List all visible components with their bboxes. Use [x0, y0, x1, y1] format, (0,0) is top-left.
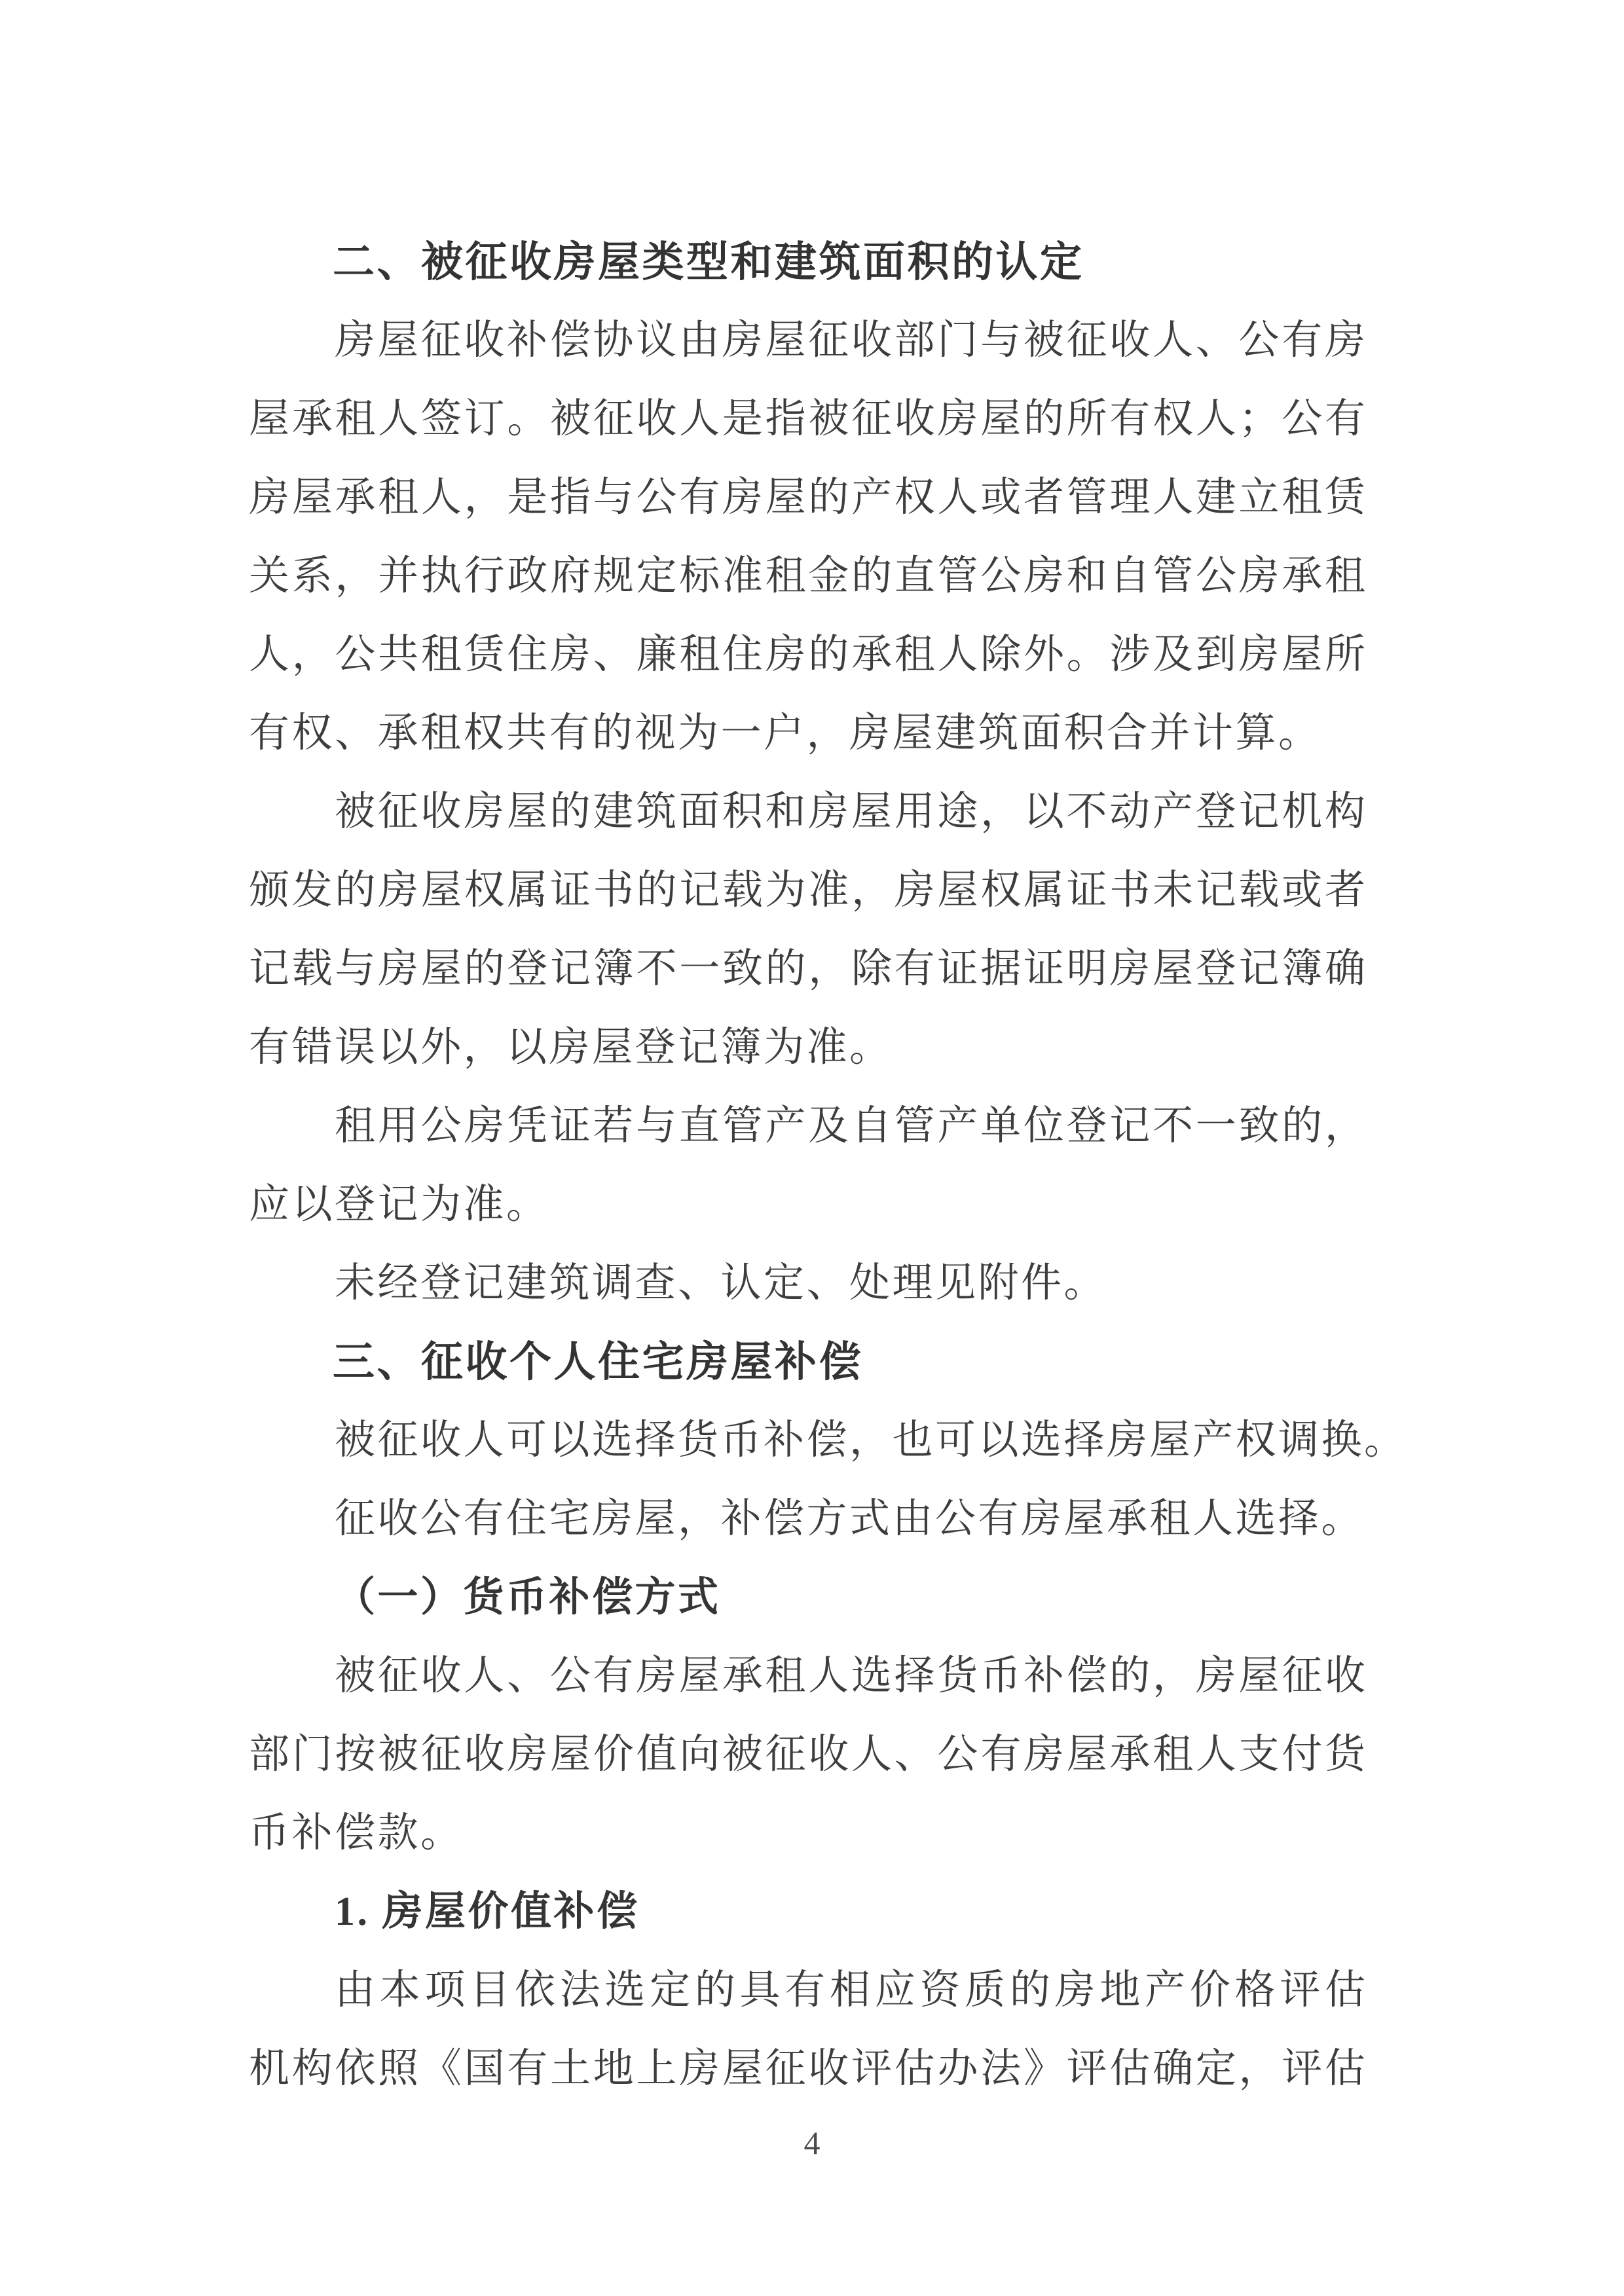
body-text-line: 征收公有住宅房屋，补偿方式由公有房屋承租人选择。 — [335, 1497, 1365, 1541]
body-text-line: 有错误以外，以房屋登记簿为准。 — [249, 1025, 893, 1070]
body-text-line: 机构依照《国有土地上房屋征收评估办法》评估确定，评估 — [249, 2047, 1365, 2091]
body-text-line: 记载与房屋的登记簿不一致的，除有证据证明房屋登记簿确 — [249, 947, 1365, 991]
body-text-line: 屋承租人签订。被征收人是指被征收房屋的所有权人；公有 — [249, 397, 1365, 441]
body-text-line: 颁发的房屋权属证书的记载为准，房屋权属证书未记载或者 — [249, 868, 1365, 913]
body-text-line: 未经登记建筑调查、认定、处理见附件。 — [335, 1261, 1107, 1305]
body-text-line: 房屋征收补偿协议由房屋征收部门与被征收人、公有房 — [335, 318, 1365, 363]
body-text-line: 租用公房凭证若与直管产及自管产单位登记不一致的， — [335, 1104, 1365, 1148]
body-text-line: 被征收房屋的建筑面积和房屋用途，以不动产登记机构 — [335, 790, 1365, 834]
body-text-line: 人，公共租赁住房、廉租住房的承租人除外。涉及到房屋所 — [249, 632, 1365, 677]
body-text-line: 由本项目依法选定的具有相应资质的房地产价格评估 — [335, 1968, 1365, 2013]
body-text-line: 部门按被征收房屋价值向被征收人、公有房屋承租人支付货 — [249, 1732, 1365, 1777]
page-number: 4 — [803, 2124, 821, 2161]
body-text-line: 房屋承租人，是指与公有房屋的产权人或者管理人建立租赁 — [249, 475, 1365, 520]
subheading-monetary-compensation: （一）货币补偿方式 — [335, 1575, 721, 1620]
heading-section-three: 三、征收个人住宅房屋补偿 — [333, 1338, 863, 1385]
body-text-line: 币补偿款。 — [249, 1811, 464, 1855]
body-text-line: 被征收人、公有房屋承租人选择货币补偿的，房屋征收 — [335, 1654, 1365, 1698]
document-text-block — [249, 223, 1407, 2108]
body-text-line: 关系，并执行政府规定标准租金的直管公房和自管公房承租 — [249, 554, 1365, 598]
body-text-line: 有权、承租权共有的视为一户，房屋建筑面积合并计算。 — [249, 711, 1321, 756]
heading-section-two: 二、被征收房屋类型和建筑面积的认定 — [333, 238, 1084, 285]
subheading-house-value-compensation: 1. 房屋价值补偿 — [335, 1889, 640, 1934]
body-text-line: 应以登记为准。 — [249, 1182, 549, 1227]
body-text-line: 被征收人可以选择货币补偿，也可以选择房屋产权调换。 — [335, 1418, 1407, 1463]
